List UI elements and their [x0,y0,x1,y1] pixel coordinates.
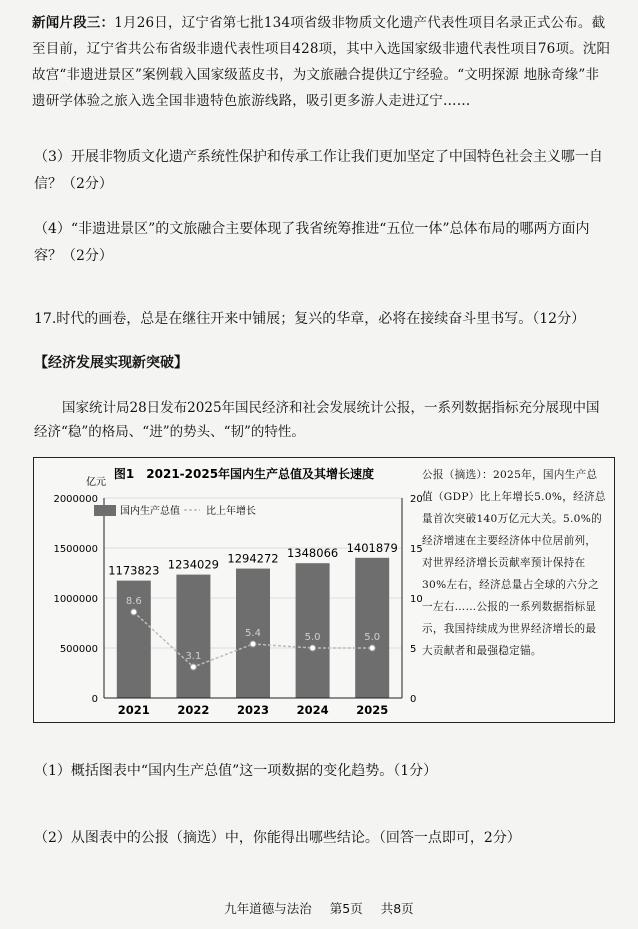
x-axis [104,698,402,717]
chart-legend [94,504,256,517]
footer-page: 第5页 [329,901,363,916]
growth-rate-label: 5.4 [245,628,261,639]
growth-rate-label: 8.6 [125,596,142,607]
growth-point [131,609,137,615]
y-left-tick-label: 500000 [59,644,98,655]
footer-subject: 九年道德与法治 [224,901,312,916]
gdp-bar [355,558,389,698]
gdp-bar [296,563,330,698]
y-left-tick-label: 0 [91,694,98,705]
x-tick-label: 2022 [177,703,210,717]
y-axis-left [53,494,104,705]
y-left-tick-label: 1500000 [53,544,98,555]
y-left-tick-label: 1000000 [53,594,98,605]
bar-series [108,541,398,698]
sub-question-1: （1）概括图表中“国内生产总值”这一项数据的变化趋势。（1分） [34,763,438,779]
section-heading: 【经济发展实现新突破】 [34,355,188,371]
news-body: 1月26日，辽宁省第七批134项省级非物质文化遗产代表性项目名录正式公布。截至目前，辽宁省共公布省级非遗代表性项目428项，其中入选国家级非遗代表性项目76项。沈阳故宫“非遗进景区”案例载入国家级蓝皮书，为文旅融合提供辽宁经验。“文明探源 地脉奇缘”非遗研学体验之旅入选全国非遗特色旅游线路，吸引更多游人走进辽宁…… [32,15,611,109]
gdp-value-label: 1401879 [346,540,398,555]
news-lead: 新闻片段三： [32,15,115,31]
y-left-tick-label: 2000000 [53,494,98,505]
question-4: （4）“非遗进景区”的文旅融合主要体现了我省统筹推进“五位一体”总体布局的哪两方面内容？（2分） [34,221,590,264]
sub-question-2: （2）从图表中的公报（摘选）中，你能得出哪些结论。（回答一点即可，2分） [34,830,521,846]
growth-point [369,645,375,651]
figure-box [33,457,615,723]
x-tick-label: 2023 [236,703,270,717]
y-unit-label: 亿元 [86,477,106,488]
gdp-chart [34,458,423,722]
y-right-tick-label: 0 [410,694,417,705]
question-3: （3）开展非物质文化遗产系统性保护和传承工作让我们更加坚定了中国特色社会主义哪一自信？（2分） [34,149,603,192]
legend-label-growth: 比上年增长 [206,506,256,517]
x-tick-label: 2021 [117,703,150,717]
growth-point [250,641,256,647]
gdp-value-label: 1234029 [167,557,220,572]
y-axis-right [402,494,423,705]
y-right-tick-label: 15 [410,544,423,555]
news-fragment-three [32,10,612,114]
growth-rate-label: 5.0 [304,632,321,643]
growth-point [310,645,316,651]
growth-rate-label: 5.0 [364,632,381,643]
gdp-value-label: 1173823 [108,563,160,578]
gdp-value-label: 1294272 [227,551,279,566]
intro-paragraph: 国家统计局28日发布2025年国民经济和社会发展统计公报，一系列数据指标充分展现中国经济“稳”的格局、“进”的势头、“韧”的特性。 [34,400,600,440]
growth-rate-label: 3.1 [185,651,202,662]
y-right-tick-label: 5 [410,644,417,655]
legend-swatch-gdp [94,505,116,516]
bulletin-excerpt: 公报（摘选）：2025年，国内生产总值（GDP）比上年增长5.0%，经济总量首次突破140万亿元大关。5.0%的经济增速在主要经济体中位居前列，对世界经济增长贡献率预计保持在30%左右，经济总量占全球的六分之一左右……公报的一系列数据指标显示，我国持续成为世界经济增长的最大贡献者和最强稳定锚。 [422,469,606,657]
gdp-value-label: 1348066 [286,546,339,561]
question-17: 17.时代的画卷，总是在继往开来中铺展；复兴的华章，必将在接续奋斗里书写。（12分） [34,311,586,327]
growth-point [190,664,196,670]
legend-label-gdp: 国内生产总值 [120,506,180,517]
gdp-bar [176,575,210,698]
x-tick-label: 2025 [356,703,389,717]
x-tick-label: 2024 [296,703,329,717]
chart-title: 图1 2021-2025年国内生产总值及其增长速度 [113,467,375,481]
footer-total: 共8页 [380,901,414,916]
y-right-tick-label: 20 [410,494,423,505]
y-right-tick-label: 10 [410,594,423,605]
page-footer [0,899,638,917]
